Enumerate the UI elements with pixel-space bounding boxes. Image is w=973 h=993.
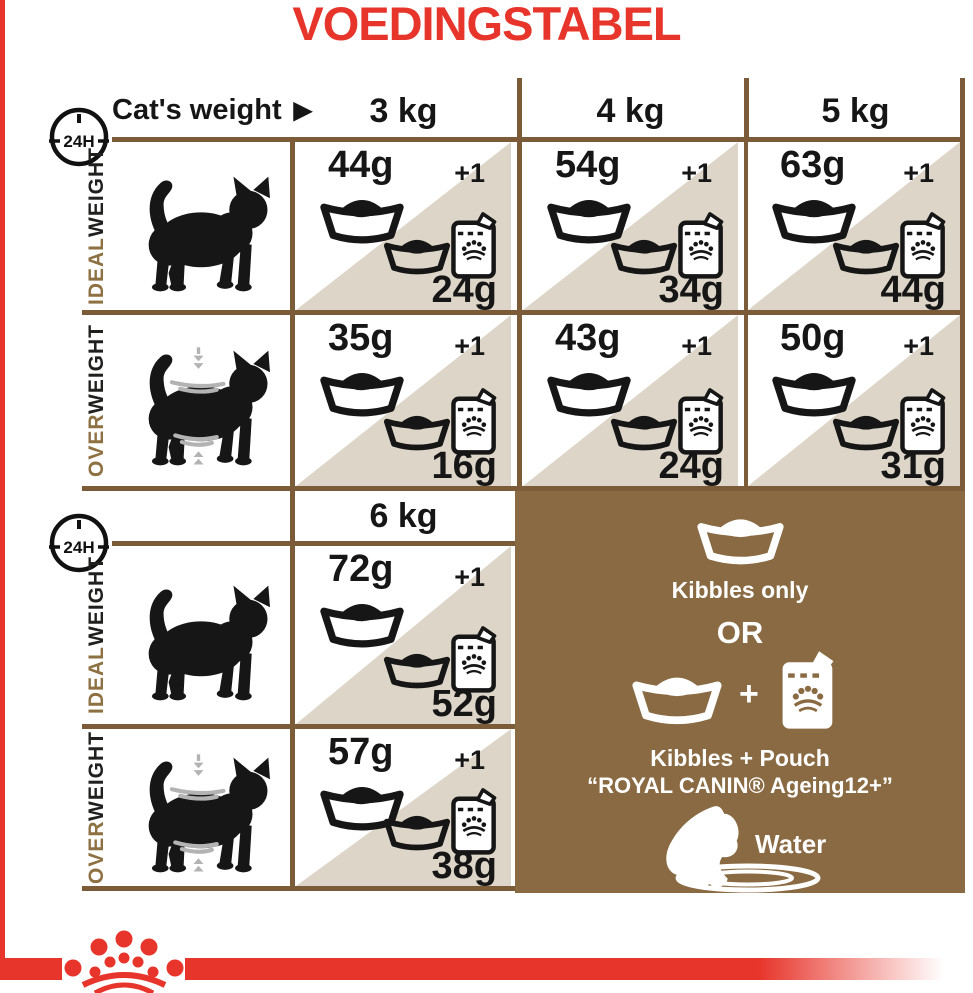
feeding-cell-overweight-5kg: [748, 315, 960, 486]
svg-text:24H: 24H: [63, 538, 95, 557]
plus-one-pouch-label: +1: [681, 331, 712, 361]
plus-one-pouch-label: +1: [454, 745, 485, 775]
mixed-amount: 44g: [880, 269, 946, 310]
plus-sign: +: [739, 675, 759, 713]
column-header-6kg: 6 kg: [369, 497, 438, 535]
feeding-cell-overweight-4kg: [523, 315, 738, 486]
water-label: Water: [755, 829, 827, 859]
cat-ideal-cell: [112, 142, 290, 310]
plus-one-pouch-label: +1: [903, 158, 934, 188]
divider: [744, 78, 749, 137]
row-label-part: OVER: [85, 820, 108, 885]
plus-one-pouch-label: +1: [681, 158, 712, 188]
cats-weight-header: [112, 94, 312, 127]
mixed-amount: 16g: [431, 445, 497, 486]
plus-one-pouch-label: +1: [454, 158, 485, 188]
mixed-amount: 31g: [880, 445, 946, 486]
row-label-overweight: [84, 729, 110, 886]
overweight-cat-icon: [122, 334, 280, 467]
feeding-cell-ideal-4kg: [523, 142, 738, 310]
divider: [290, 137, 295, 310]
ideal-cat-icon: [122, 569, 280, 702]
kibbles-amount: 35g: [328, 317, 394, 359]
kibbles-amount: 57g: [328, 731, 394, 773]
mixed-amount: 38g: [431, 845, 497, 886]
column-header-5kg: 5 kg: [821, 92, 890, 130]
right-arrow-icon: ▶: [293, 96, 313, 124]
plus-one-pouch-label: +1: [454, 562, 485, 592]
ideal-cat-icon: [122, 160, 280, 293]
row-label-part: WEIGHT: [85, 323, 108, 414]
row-label-part: WEIGHT: [85, 147, 108, 237]
royal-canin-crown-logo: [59, 928, 189, 993]
row-label-part: WEIGHT: [85, 556, 108, 646]
svg-text:24H: 24H: [63, 132, 95, 151]
cat-overweight-cell: [112, 315, 290, 486]
page-title: VOEDINGSTABEL: [292, 0, 681, 50]
plus-one-pouch-label: +1: [903, 331, 934, 361]
divider: [960, 78, 965, 491]
divider: [517, 78, 522, 137]
row-label-part: WEIGHT: [85, 730, 108, 821]
divider: [82, 886, 517, 891]
row-label-ideal-weight: [84, 142, 110, 310]
cat-ideal-cell: [112, 546, 290, 724]
feeding-cell-ideal-5kg: [748, 142, 960, 310]
bowl-icon: [693, 509, 788, 569]
mixed-amount: 34g: [658, 269, 724, 310]
divider: [517, 137, 522, 486]
kibbles-only-label: Kibbles only: [671, 577, 809, 603]
kibbles-amount: 43g: [555, 317, 621, 359]
column-header-4kg: 4 kg: [596, 92, 665, 130]
pouch-icon: [777, 649, 839, 733]
feeding-legend-panel: [515, 491, 965, 893]
row-label-part: OVER: [85, 413, 108, 478]
left-red-stripe: [0, 0, 5, 980]
row-label-part: IDEAL: [85, 237, 108, 305]
row-label-part: IDEAL: [85, 646, 108, 714]
mixed-amount: 24g: [658, 445, 724, 486]
kibbles-amount: 50g: [780, 317, 846, 359]
cats-weight-label: Cat's weight: [112, 94, 282, 126]
pouch-product-name: “ROYAL CANIN® Ageing12+”: [587, 773, 893, 798]
overweight-cat-icon: [122, 741, 280, 874]
kibbles-amount: 44g: [328, 144, 394, 186]
row-label-overweight: [84, 315, 110, 486]
kibbles-pouch-label: Kibbles + Pouch: [650, 745, 830, 771]
row-label-ideal-weight: [84, 546, 110, 724]
column-header-3kg: 3 kg: [369, 92, 438, 130]
divider: [290, 491, 295, 886]
plus-one-pouch-label: +1: [454, 331, 485, 361]
or-label: OR: [716, 615, 764, 650]
divider: [290, 315, 295, 486]
kibbles-amount: 54g: [555, 144, 621, 186]
feeding-cell-ideal-3kg: [296, 142, 511, 310]
cat-overweight-cell: [112, 729, 290, 886]
feeding-cell-overweight-3kg: [296, 315, 511, 486]
kibbles-amount: 63g: [780, 144, 846, 186]
feeding-cell-ideal-6kg: [296, 546, 511, 724]
bowl-icon: [627, 667, 727, 729]
mixed-amount: 52g: [431, 683, 497, 724]
bowl-icon: [316, 594, 408, 652]
mixed-amount: 24g: [431, 269, 497, 310]
water-dish-icon: [663, 861, 833, 895]
feeding-cell-overweight-6kg: [296, 729, 511, 886]
kibbles-amount: 72g: [328, 548, 394, 590]
